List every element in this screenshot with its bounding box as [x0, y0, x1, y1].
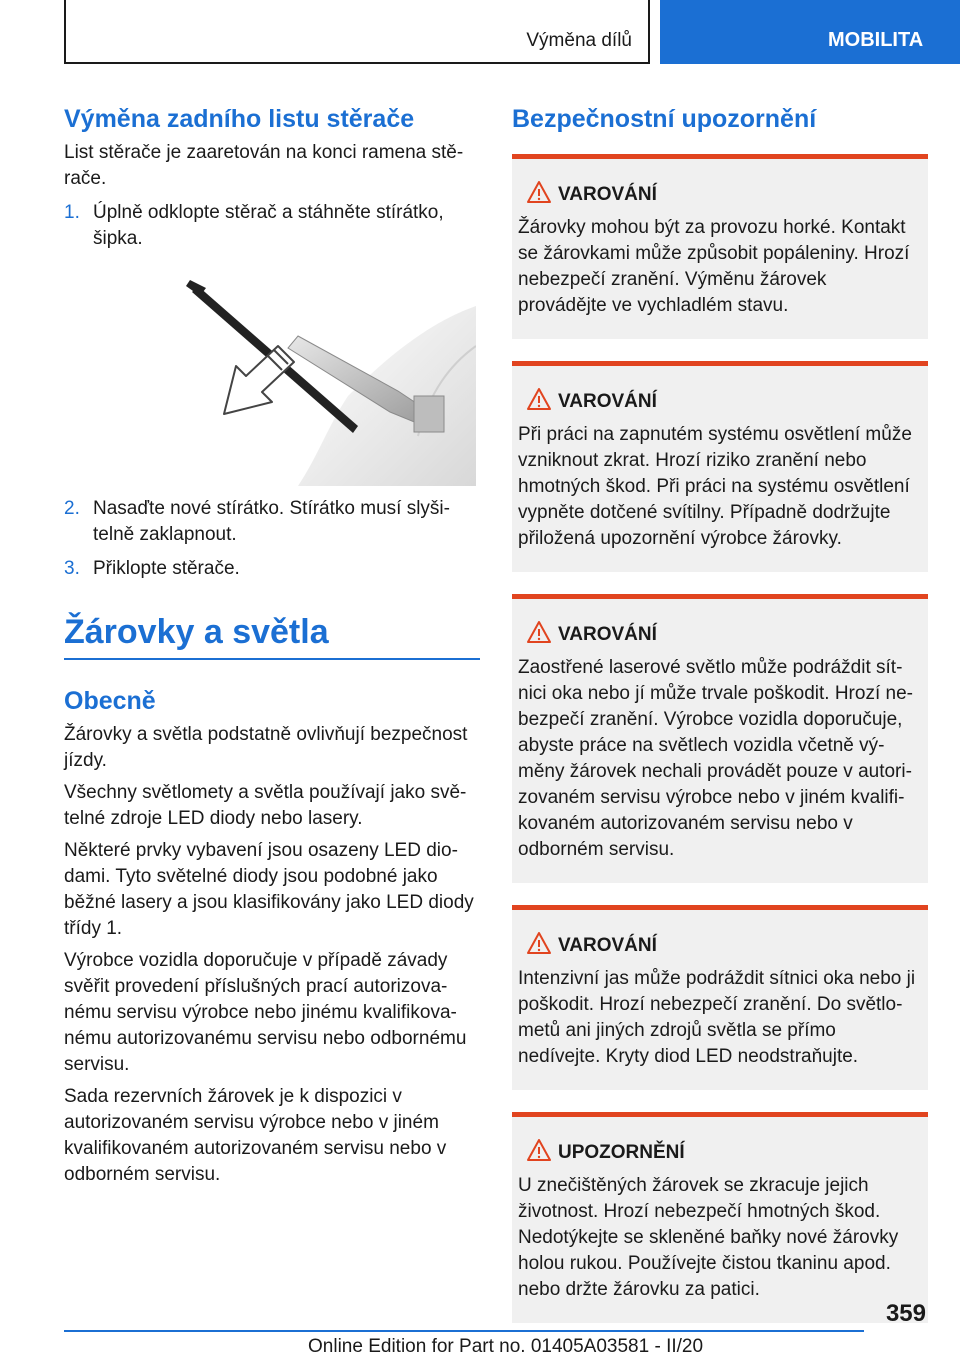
warning-label: VAROVÁNÍ — [558, 391, 657, 412]
warning-triangle-icon — [518, 931, 558, 961]
warning-title — [518, 1139, 918, 1167]
wiper-illustration — [128, 276, 476, 486]
step-item — [64, 200, 480, 252]
warning-list — [512, 154, 928, 1323]
warning-label: VAROVÁNÍ — [558, 184, 657, 205]
warning-title — [518, 181, 918, 209]
step-number: 3. — [64, 558, 80, 579]
warning-box — [512, 361, 928, 572]
paragraph: Všechny světlomety a světla používají jako světelné zdroje LED diody nebo lasery. — [64, 782, 467, 829]
right-column — [512, 104, 928, 1323]
warning-box — [512, 594, 928, 883]
step-text: Nasaďte nové stírátko. Stírátko musí slyšitelně zaklapnout. — [93, 498, 450, 545]
warning-title — [518, 932, 918, 960]
page-number: 359 — [885, 1300, 926, 1327]
wiper-blade-image — [128, 276, 476, 486]
section-title: Výměna dílů — [526, 30, 632, 51]
step-item — [64, 496, 480, 548]
step-text: Úplně odklopte stěrač a stáhněte stírátko, šipka. — [93, 202, 444, 249]
chapter-tab-label: MOBILITA — [828, 29, 924, 51]
warning-label: UPOZORNĚNÍ — [558, 1142, 685, 1163]
chapter-tab[interactable] — [660, 0, 960, 64]
step-number: 1. — [64, 202, 80, 223]
wiper-intro: List stěrače je zaaretován na konci ramena stěrače. — [64, 142, 464, 189]
caution-box — [512, 1112, 928, 1323]
general-heading: Obecně — [64, 687, 156, 715]
warning-triangle-icon — [518, 180, 558, 210]
step-number: 2. — [64, 498, 80, 519]
paragraph: Výrobce vozidla doporučuje v případě závady svěřit provedení příslušných prací autorizovanému servisu výrobce nebo jinému kvalifikovanému autorizovanému servisu nebo odbornému servisu. — [64, 950, 467, 1075]
warning-text: Při práci na zapnutém systému osvětlení může vzniknout zkrat. Hrozí riziko zranění nebo hmotných škod. Při práci na systému osvětlení vypněte dotčené svítilny. Případně dodržujte přiložená upozornění výrobce žárovky. — [518, 424, 912, 549]
step-text: Přiklopte stěrače. — [93, 558, 240, 579]
safety-heading: Bezpečnostní upozornění — [512, 105, 817, 133]
warning-box — [512, 154, 928, 339]
warning-text: Intenzivní jas může podráždit sítnici oka nebo ji poškodit. Hrozí nebezpečí zranění. Do světlometů ani jiných zdrojů světla se přímo nedívejte. Kryty diod LED neodstraňujte. — [518, 968, 916, 1067]
warning-text: U znečištěných žárovek se zkracuje jejich životnost. Hrozí nebezpečí hmotných škod. Nedotýkejte se skleněné baňky nové žárovky holou rukou. Používejte čistou tkaninu apod. nebo držte žárovku za patici. — [518, 1175, 899, 1300]
warning-triangle-icon — [518, 620, 558, 650]
left-column — [64, 104, 480, 1188]
step-item — [64, 556, 480, 582]
edition-text: Online Edition for Part no. 01405A03581 - II/20 — [308, 1336, 704, 1357]
wiper-heading: Výměna zadního listu stěrače — [64, 105, 415, 133]
warning-label: VAROVÁNÍ — [558, 624, 657, 645]
footer-divider — [64, 1330, 864, 1332]
warning-title — [518, 388, 918, 416]
warning-label: VAROVÁNÍ — [558, 935, 657, 956]
header-section-box — [64, 0, 650, 64]
warning-triangle-icon — [518, 1138, 558, 1168]
bulbs-heading: Žárovky a světla — [64, 612, 480, 660]
warning-box — [512, 905, 928, 1090]
paragraph: Některé prvky vybavení jsou osazeny LED diodami. Tyto světelné diody jsou podobné jako běžné lasery a jsou klasifikovány jako LED diody třídy 1. — [64, 840, 474, 939]
warning-title — [518, 621, 918, 649]
paragraph: Sada rezervních žárovek je k dispozici v autorizovaném servisu výrobce nebo v jiném kvalifikovaném autorizovaném servisu nebo v odborném servisu. — [64, 1086, 447, 1185]
warning-triangle-icon — [518, 387, 558, 417]
warning-text: Žárovky mohou být za provozu horké. Kontakt se žárovkami může způsobit popáleniny. Hrozí nebezpečí zranění. Výměnu žárovek provádějte ve vychladlém stavu. — [518, 217, 910, 316]
warning-text: Zaostřené laserové světlo může podráždit sítnici oka nebo jí může trvale poškodit. Hrozí nebezpečí zranění. Výrobce vozidla doporučuje, abyste práce na světlech vozidla včetně výměny žárovek nechali provádět pouze v autorizovaném servisu výrobce nebo v jiném kvalifikovaném autorizovaném servisu nebo v odborném servisu. — [518, 657, 913, 860]
paragraph: Žárovky a světla podstatně ovlivňují bezpečnost jízdy. — [64, 724, 468, 771]
